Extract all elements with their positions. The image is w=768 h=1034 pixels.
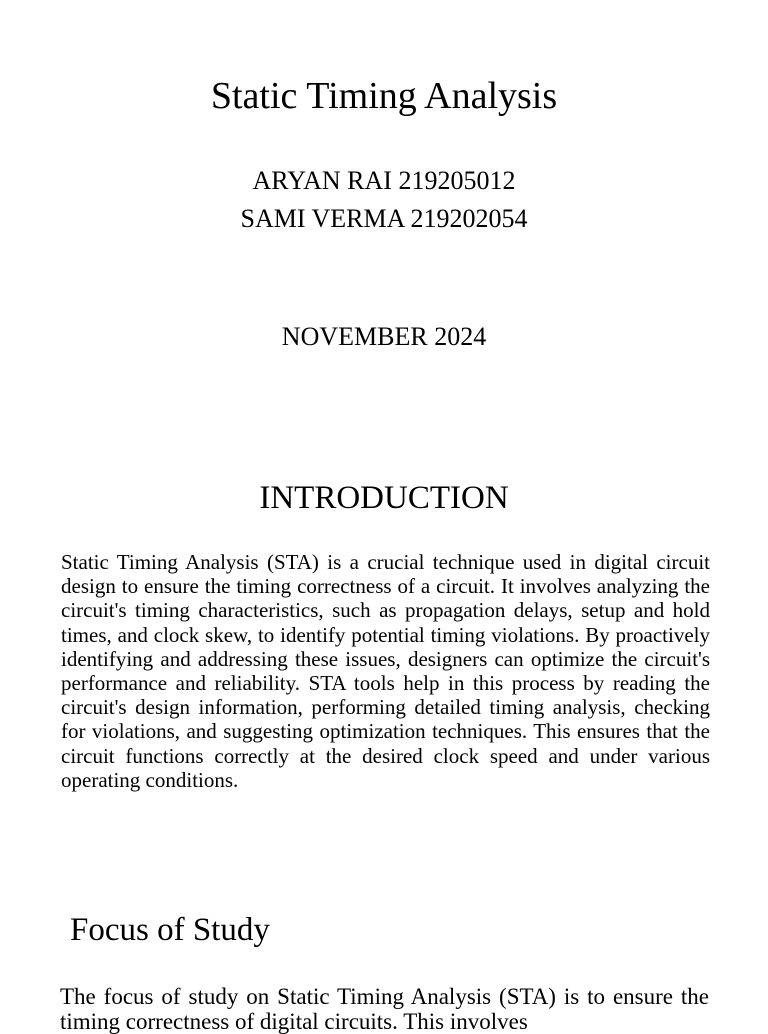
author-list	[0, 162, 768, 238]
focus-of-study-paragraph: The focus of study on Static Timing Analysis (STA) is to ensure the timing correctness of digital circuits. This involves	[60, 984, 709, 1034]
author-line: ARYAN RAI 219205012	[252, 166, 516, 195]
introduction-paragraph: Static Timing Analysis (STA) is a crucial technique used in digital circuit design to ensure the timing correctness of a circuit. It involves analyzing the circuit's timing characteristics, such as propagation delays, setup and hold times, and clock skew, to identify potential timing violations. By proactively identifying and addressing these issues, designers can optimize the circuit's performance and reliability. STA tools help in this process by reading the circuit's design information, performing detailed timing analysis, checking for violations, and suggesting optimization techniques. This ensures that the circuit functions correctly at the desired clock speed and under various operating conditions.	[61, 550, 710, 792]
document-title: Static Timing Analysis	[210, 75, 558, 117]
focus-of-study-heading: Focus of Study	[70, 912, 270, 948]
introduction-heading: INTRODUCTION	[259, 480, 509, 516]
author-line: SAMI VERMA 219202054	[240, 204, 528, 233]
document-date: NOVEMBER 2024	[281, 322, 487, 351]
